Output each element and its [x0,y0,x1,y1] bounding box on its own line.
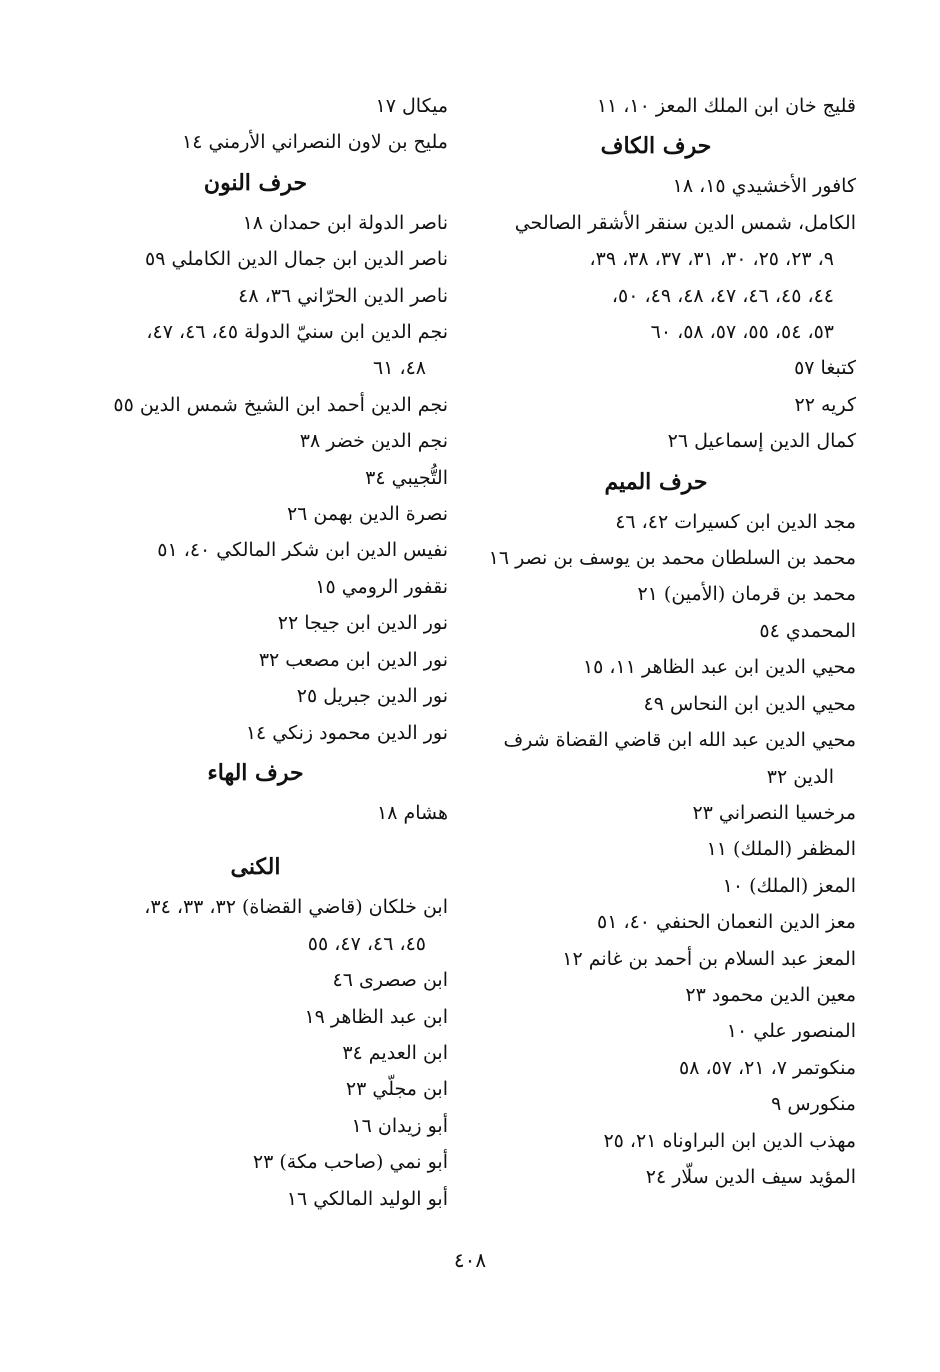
index-entry [63,1071,448,1107]
index-entry [63,278,448,314]
entry-text: نجم الدين ابن سنيّ الدولة ٤٥، ٤٦، ٤٧، [146,321,448,344]
section-heading: حرف الميم [604,468,708,495]
index-entry [456,977,856,1013]
index-entry [63,88,448,124]
entry-text: ابن خلكان (قاضي القضاة) ٣٢، ٣٣، ٣٤، [144,896,448,919]
entry-text: قليج خان ابن الملك المعز ١٠، ١١ [596,95,856,117]
entry-continuation: ٤٤، ٤٥، ٤٦، ٤٧، ٤٨، ٤٩، ٥٠، [611,284,834,307]
index-entry [63,715,448,751]
section-heading: الكنى [230,854,281,881]
entry-text: أبو زيدان ١٦ [351,1114,448,1137]
index-entry [456,831,856,867]
index-entry [456,868,856,904]
index-entry [456,504,856,540]
entry-text: مرخسيا النصراني ٢٣ [692,801,856,824]
index-entry [456,941,856,977]
section-heading: حرف الكاف [600,133,712,160]
index-entry [63,1035,448,1071]
entry-text: ابن العديم ٣٤ [342,1041,448,1064]
index-entry [456,686,856,722]
entry-text: المظفر (الملك) ١١ [706,838,856,861]
entry-text: نصرة الدين بهمن ٢٦ [286,503,448,526]
entry-text: معز الدين النعمان الحنفي ٤٠، ٥١ [596,911,856,934]
entry-text: المعز عبد السلام بن أحمد بن غانم ١٢ [562,947,856,970]
index-entry [456,904,856,940]
entry-text: ناصر الدين الحرّاني ٣٦، ٤٨ [238,284,448,307]
index-entry [456,722,856,795]
index-entry [456,1123,856,1159]
index-entry [63,889,448,962]
index-entry [63,1181,448,1217]
index-entry [63,314,448,387]
index-entry [456,205,856,351]
entry-text: نور الدين ابن جيجا ٢٢ [277,612,448,635]
entry-text: نجم الدين خضر ٣٨ [299,430,448,453]
entry-text: ميكال ١٧ [375,95,448,117]
entry-text: أبو الوليد المالكي ١٦ [286,1187,448,1210]
entry-continuation: الدين ٣٢ [766,765,834,788]
index-entry [456,423,856,459]
entry-text: المحمدي ٥٤ [759,619,856,642]
index-entry [456,613,856,649]
entry-text: كتبغا ٥٧ [794,357,856,380]
entry-text: محيي الدين عبد الله ابن قاضي القضاة شرف [503,729,856,752]
section-heading: حرف النون [203,169,308,196]
index-entry [63,605,448,641]
entry-text: نور الدين محمود زنكي ١٤ [245,721,448,744]
index-entry [63,241,448,277]
index-entry [63,569,448,605]
entry-text: كريه ٢٢ [794,393,856,416]
entry-text: ابن مجلّي ٢٣ [345,1078,448,1101]
entry-text: نقفور الرومي ١٥ [315,575,448,598]
index-entry [63,124,448,160]
entry-text: نفيس الدين ابن شكر المالكي ٤٠، ٥١ [157,539,448,562]
index-entry [456,350,856,386]
entry-text: منكورس ٩ [771,1093,856,1116]
entry-text: معين الدين محمود ٢٣ [685,983,856,1006]
index-entry [63,423,448,459]
entry-text: مليح بن لاون النصراني الأرمني ١٤ [181,131,448,154]
index-entry [63,678,448,714]
index-entry [456,1159,856,1195]
index-entry [456,1050,856,1086]
entry-text: التُّجيبي ٣٤ [365,466,448,489]
entry-text: المنصور علي ١٠ [726,1020,856,1043]
entry-text: مهذب الدين ابن البراوناه ٢١، ٢٥ [603,1129,856,1152]
entry-text: محيي الدين ابن عبد الظاهر ١١، ١٥ [582,656,856,679]
index-entry [63,460,448,496]
index-entry [456,387,856,423]
index-entry [456,168,856,204]
entry-text: المؤيد سيف الدين سلّار ٢٤ [645,1165,856,1188]
entry-text: ناصر الدولة ابن حمدان ١٨ [242,211,448,234]
entry-text: الكامل، شمس الدين سنقر الأشقر الصالحي [514,211,856,234]
section-heading: حرف الهاء [207,759,304,786]
entry-text: مجد الدين ابن كسيرات ٤٢، ٤٦ [615,510,856,533]
entry-text: محيي الدين ابن النحاس ٤٩ [643,692,856,715]
entry-text: نجم الدين أحمد ابن الشيخ شمس الدين ٥٥ [113,393,448,416]
entry-text: أبو نمي (صاحب مكة) ٢٣ [252,1151,448,1174]
index-entry [63,642,448,678]
entry-text: ناصر الدين ابن جمال الدين الكاملي ٥٩ [145,248,448,271]
index-entry [63,532,448,568]
entry-text: نور الدين ابن مصعب ٣٢ [258,648,448,671]
index-entry [456,576,856,612]
entry-text: ابن عبد الظاهر ١٩ [304,1005,448,1028]
index-entry [63,387,448,423]
entry-text: محمد بن قرمان (الأمين) ٢١ [637,583,856,606]
index-entry [63,795,448,831]
index-entry [63,1144,448,1180]
entry-continuation: ٤٥، ٤٦، ٤٧، ٥٥ [307,932,426,955]
entry-text: المعز (الملك) ١٠ [722,874,856,897]
entry-text: منكوتمر ٧، ٢١، ٥٧، ٥٨ [678,1056,856,1079]
entry-text: ابن صصرى ٤٦ [332,969,448,992]
entry-text: كمال الدين إسماعيل ٢٦ [667,430,856,453]
index-entry [456,88,856,124]
index-entry [63,1108,448,1144]
index-entry [456,1013,856,1049]
entry-text: كافور الأخشيدي ١٥، ١٨ [672,175,856,198]
index-entry [456,1086,856,1122]
entry-text: هشام ١٨ [377,801,448,824]
index-entry [63,999,448,1035]
entry-continuation: ٩، ٢٣، ٢٥، ٣٠، ٣١، ٣٧، ٣٨، ٣٩، [589,248,834,271]
index-entry [63,496,448,532]
index-entry [456,795,856,831]
entry-text: نور الدين جبريل ٢٥ [296,685,448,708]
entry-continuation: ٤٨، ٦١ [372,357,426,380]
page-number: ٤٠٨ [453,1248,487,1272]
index-entry [456,649,856,685]
index-column-left [63,88,448,1217]
entry-continuation: ٥٣، ٥٤، ٥٥، ٥٧، ٥٨، ٦٠ [650,321,834,344]
index-entry [63,205,448,241]
index-entry [63,962,448,998]
index-entry [456,540,856,576]
index-column-right [456,88,856,1195]
entry-text: محمد بن السلطان محمد بن يوسف بن نصر ١٦ [488,547,856,570]
